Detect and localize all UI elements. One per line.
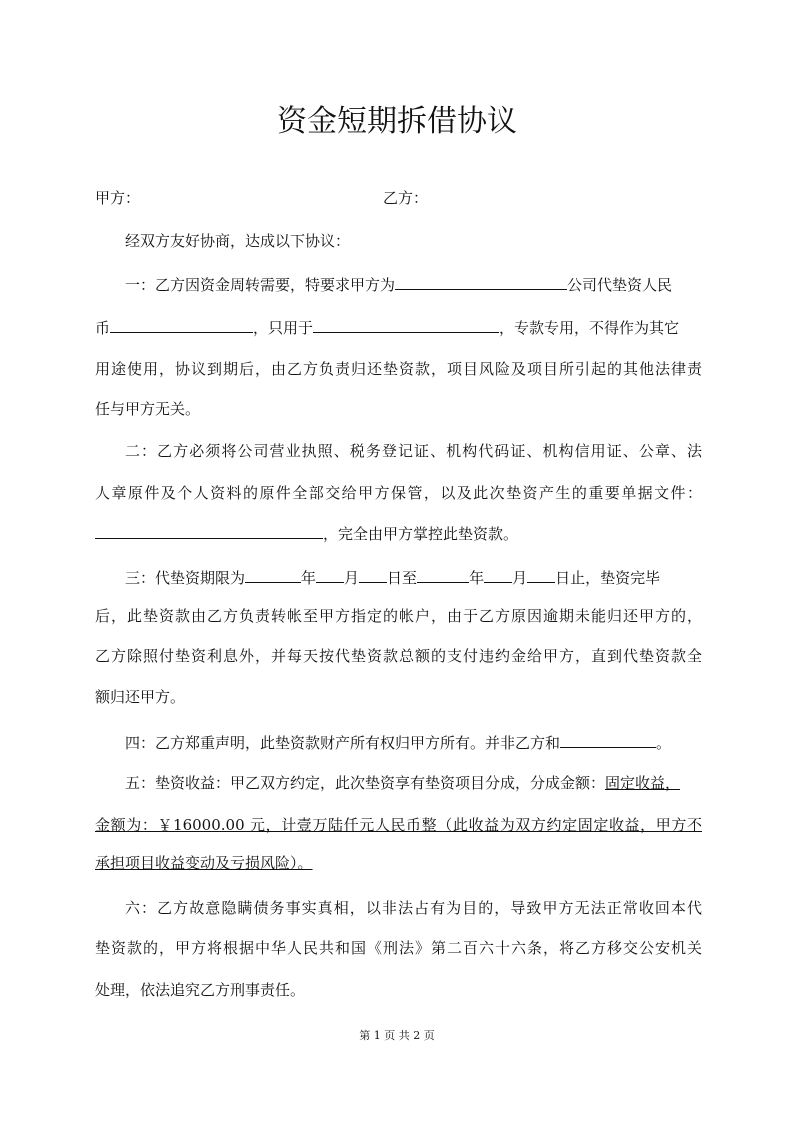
- clause-5-line-3: 承担项目收益变动及亏损风险）。: [95, 854, 313, 872]
- clause-1: 一：乙方因资金周转需要，特要求甲方为 公司代垫资人民: [95, 273, 702, 295]
- blank-documents[interactable]: [95, 522, 323, 539]
- blank-end-month[interactable]: [484, 566, 512, 583]
- blank-start-year[interactable]: [245, 566, 301, 583]
- party-b-label: 乙方：: [383, 189, 429, 207]
- blank-company[interactable]: [395, 273, 567, 290]
- clause-5-line-2: 金额为：￥16000.00 元，计壹万陆仟元人民币整（此收益为双方约定固定收益，甲方不: [95, 816, 702, 834]
- clause-6-line-3: 处理，依法追究乙方刑事责任。: [95, 981, 306, 999]
- clause-1-line-2: 币 ，只用于 ，专款专用，不得作为其它: [95, 316, 702, 338]
- intro: 经双方友好协商，达成以下协议：: [125, 232, 351, 250]
- clause-3-line-4: 额归还甲方。: [95, 688, 186, 706]
- clause-3-line-2: 后，此垫资款由乙方负责转帐至甲方指定的帐户，由于乙方原因逾期未能归还甲方的，: [95, 607, 702, 625]
- clause-3: 三：代垫资期限为 年 月 日至 年 月 日止，垫资完毕: [95, 566, 702, 588]
- clause-5: 五：垫资收益：甲乙双方约定，此次垫资享有垫资项目分成，分成金额：固定收益，: [125, 774, 681, 792]
- clause-6-line-2: 垫资款的，甲方将根据中华人民共和国《刑法》第二百六十六条，将乙方移交公安机关: [95, 939, 702, 957]
- blank-start-day[interactable]: [359, 566, 387, 583]
- clause-1-line-3: 用途使用，协议到期后，由乙方负责归还垫资款，项目风险及项目所引起的其他法律责: [95, 360, 702, 378]
- blank-other-party[interactable]: [560, 731, 656, 748]
- page-title: 资金短期拆借协议: [277, 104, 517, 139]
- clause-3-line-3: 乙方除照付垫资利息外，并每天按代垫资款总额的支付违约金给甲方，直到代垫资款全: [95, 647, 702, 665]
- blank-amount[interactable]: [110, 316, 253, 333]
- parties-line: [95, 188, 702, 208]
- clause-1-line-4: 任与甲方无关。: [95, 400, 201, 418]
- page-number: 第 1 页 共 2 页: [359, 1029, 435, 1042]
- blank-end-year[interactable]: [417, 566, 469, 583]
- clause-2-line-3: ，完全由甲方掌控此垫资款。: [95, 522, 702, 544]
- clause-2: 二：乙方必须将公司营业执照、税务登记证、机构代码证、机构信用证、公章、法: [125, 442, 702, 460]
- blank-start-month[interactable]: [316, 566, 344, 583]
- blank-purpose[interactable]: [313, 316, 499, 333]
- blank-end-day[interactable]: [527, 566, 555, 583]
- clause-6: 六：乙方故意隐瞒债务事实真相，以非法占有为目的，导致甲方无法正常收回本代: [125, 899, 702, 917]
- party-a-label: 甲方：: [95, 189, 141, 207]
- clause-2-line-2: 人章原件及个人资料的原件全部交给甲方保管，以及此次垫资产生的重要单据文件：: [95, 484, 702, 502]
- clause-4: 四：乙方郑重声明，此垫资款财产所有权归甲方所有。并非乙方和 。: [95, 731, 702, 753]
